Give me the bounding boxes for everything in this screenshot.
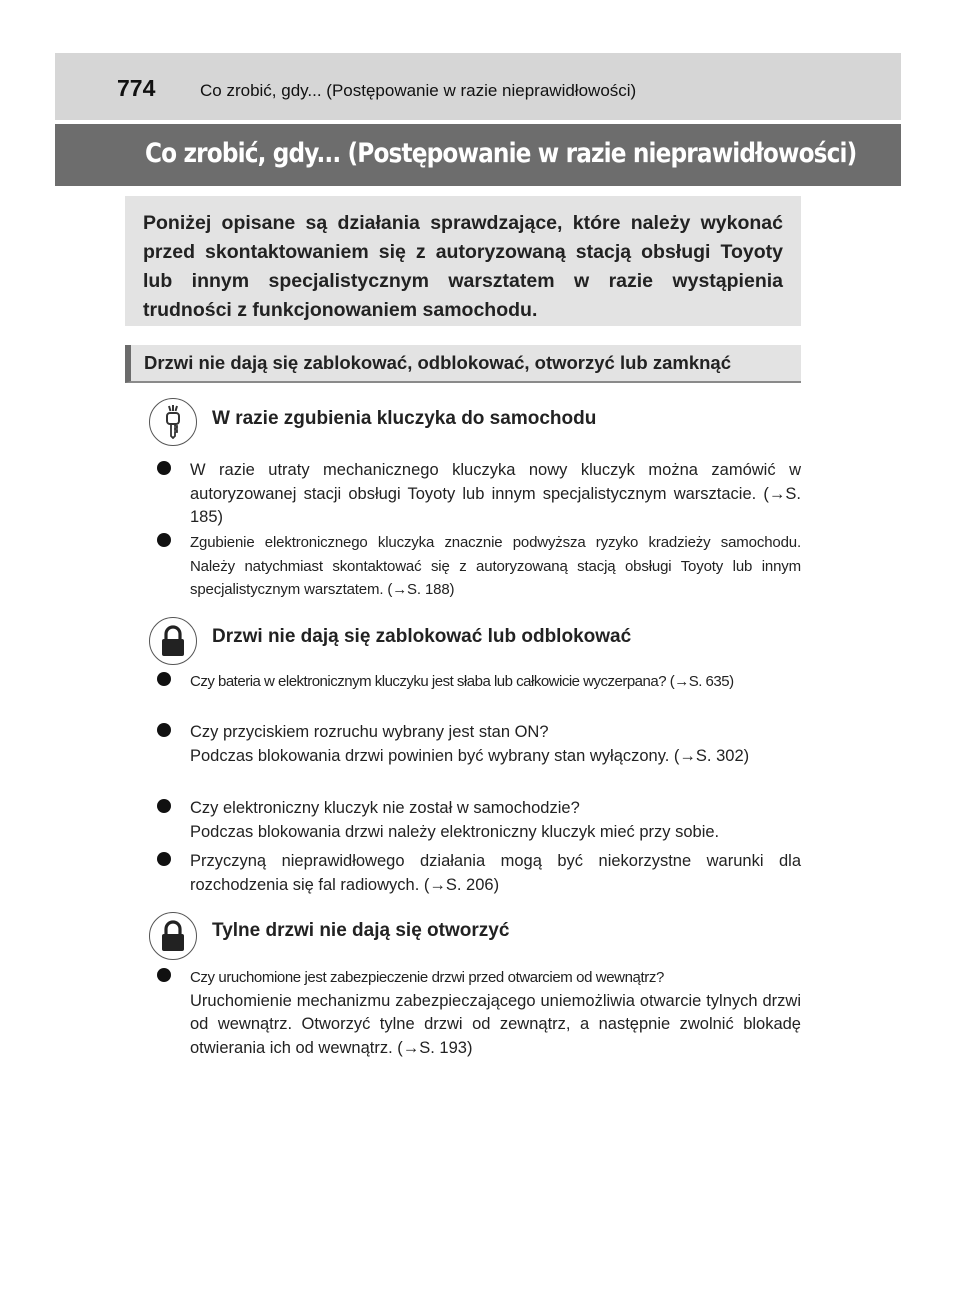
page-number: 774	[117, 75, 156, 101]
item-text: Czy uruchomione jest zabezpieczenie drzwi przed otwarciem od wewnątrz? Uruchomienie mechanizmu zabezpieczającego uniemożliwia otwarcie tylnych drzwi od wewnątrz. Otworzyć tylne drzwi od zewnątrz, a następnie zwolnić blokadę otwierania ich od wewnątrz. (→S. 193)	[190, 969, 801, 1057]
page-title: Co zrobić, gdy... (Postępowanie w razie nieprawidłowości)	[145, 138, 857, 169]
bullet-icon	[157, 968, 171, 982]
list-item	[157, 459, 801, 530]
bullet-icon	[157, 672, 171, 686]
running-header	[55, 53, 901, 120]
section-heading	[125, 345, 801, 383]
item-text: W razie utraty mechanicznego kluczyka nowy kluczyk można zamówić w autoryzowanej stacji obsługi Toyoty lub innym specjalistycznym warsztacie. (→S. 185)	[190, 461, 801, 526]
list-item	[157, 670, 801, 694]
bullet-icon	[157, 533, 171, 547]
chapter-title-bar	[55, 124, 901, 186]
bullet-icon	[157, 723, 171, 737]
list-item	[157, 850, 801, 897]
intro-text: Poniżej opisane są działania sprawdzające, które należy wykonać przed skontaktowaniem się z autoryzowaną stacją obsługi Toyoty lub innym specjalistycznym warsztatem w razie wystąpienia trudności z funkcjonowaniem samochodu.	[143, 212, 783, 321]
bullet-icon	[157, 461, 171, 475]
item-text: Czy bateria w elektronicznym kluczyku jest słaba lub całkowicie wyczerpana? (→S. 635)	[190, 673, 734, 690]
bullet-icon	[157, 852, 171, 866]
list-item	[157, 797, 801, 844]
list-item	[157, 721, 801, 768]
bullet-icon	[157, 799, 171, 813]
list-item	[157, 531, 801, 602]
item-text: Czy elektroniczny kluczyk nie został w samochodzie? Podczas blokowania drzwi należy elektroniczny kluczyk mieć przy sobie.	[190, 799, 720, 841]
running-title: Co zrobić, gdy... (Postępowanie w razie nieprawidłowości)	[200, 81, 637, 100]
key-icon	[149, 398, 197, 446]
padlock-icon	[149, 912, 197, 960]
subsection-heading-rear-door: Tylne drzwi nie dają się otworzyć	[212, 920, 510, 941]
list-item	[157, 966, 801, 1060]
item-text: Zgubienie elektronicznego kluczyka znacznie podwyższa ryzyko kradzieży samochodu. Należy natychmiast skontaktować się z autoryzowaną stacją obsługi Toyoty lub innym specjalistycznym warsztatem. (→S. 188)	[190, 534, 801, 598]
padlock-icon	[149, 617, 197, 665]
intro-box	[125, 196, 801, 326]
item-text: Przyczyną nieprawidłowego działania mogą być niekorzystne warunki dla rozchodzenia się fal radiowych. (→S. 206)	[190, 852, 801, 894]
subsection-heading-lock-unlock: Drzwi nie dają się zablokować lub odblokować	[212, 626, 632, 647]
subsection-heading-lost-key: W razie zgubienia kluczyka do samochodu	[212, 408, 597, 429]
section-heading-text: Drzwi nie dają się zablokować, odblokować, otworzyć lub zamknąć	[144, 352, 732, 373]
item-text: Czy przyciskiem rozruchu wybrany jest stan ON? Podczas blokowania drzwi powinien być wybrany stan wyłączony. (→S. 302)	[190, 723, 750, 765]
